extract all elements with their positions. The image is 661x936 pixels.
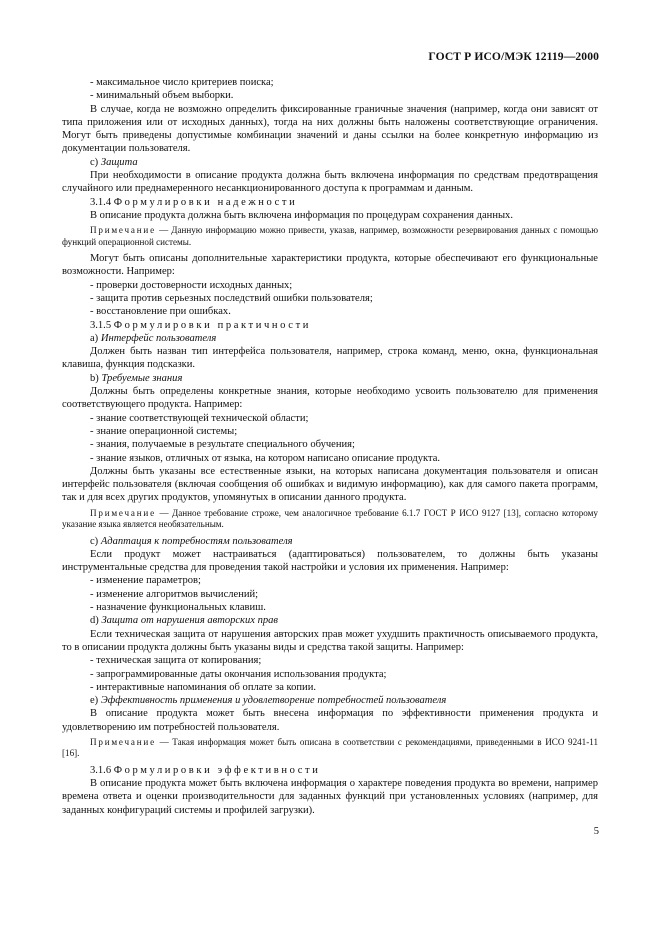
subsection-title: Требуемые знания bbox=[101, 372, 183, 384]
list-item: - максимальное число критериев поиска; bbox=[90, 77, 274, 88]
list-item: - назначение функциональных клавиш. bbox=[90, 602, 266, 614]
section-heading-3-1-4 bbox=[62, 196, 598, 209]
paragraph: Если техническая защита от нарушения авторских прав может ухудшить практичность описываемого продукта, то в описании продукта должны быть указаны виды и средства такой защиты. Например: bbox=[62, 628, 598, 653]
section-number: 3.1.4 bbox=[90, 196, 112, 208]
note bbox=[62, 737, 598, 760]
subsection-letter: c) bbox=[90, 535, 99, 547]
list-item: - защита против серьезных последствий ошибки пользователя; bbox=[90, 292, 373, 304]
list-item: - знание соответствующей технической области; bbox=[90, 412, 309, 424]
list-item: - знания, получаемые в результате специального обучения; bbox=[90, 439, 355, 451]
note-label: Примечание bbox=[90, 736, 156, 747]
subsection-heading-copyright bbox=[62, 614, 598, 627]
paragraph: В описание продукта может быть включена информация о характере поведения продукта во времени, например времена ответа и оценки производительности для заданных функций при установленных условиях (например, для заданных конфигураций системы и профилей загрузки). bbox=[62, 778, 598, 816]
list-item: - минимальный объем выборки. bbox=[90, 90, 234, 102]
subsection-heading-interface bbox=[62, 332, 598, 345]
paragraph: Если продукт может настраиваться (адаптироваться) пользователем, то должны быть указаны инструментальные средства для проведения такой настройки и условия их применения. Например: bbox=[62, 548, 598, 574]
note-text: — Такая информация может быть описана в соответствии с рекомендациями, приведенными в ИСО 9241-11 [16]. bbox=[62, 736, 598, 759]
note-label: Примечание bbox=[90, 507, 156, 518]
list-item: - запрограммированные даты окончания использования продукта; bbox=[90, 668, 387, 680]
subsection-letter: b) bbox=[90, 372, 99, 384]
list-item: - знание языков, отличных от языка, на котором написано описание продукта. bbox=[90, 452, 441, 464]
subsection-title: Интерфейс пользователя bbox=[100, 332, 217, 344]
subsection-heading-protection bbox=[62, 156, 598, 169]
paragraph: В описание продукта должна быть включена информация по процедурам сохранения данных. bbox=[90, 209, 513, 221]
paragraph: Должны быть указаны все естественные языки, на которых написана документация пользователя и описан интерфейс пользователя (включая сообщения об ошибках и видимую информацию), как для самого пакета программ, так и для всех других продуктов, упомянутых в описании данного продукта. bbox=[62, 465, 598, 504]
list-item: - изменение алгоритмов вычислений; bbox=[90, 588, 259, 600]
section-number: 3.1.6 bbox=[90, 764, 112, 776]
subsection-title: Эффективность применения и удовлетворение потребностей пользователя bbox=[100, 695, 447, 707]
subsection-heading-efficiency bbox=[62, 694, 598, 707]
note-label: Примечание bbox=[90, 225, 156, 236]
note-text: — Данную информацию можно привести, указав, например, возможности резервирования данных с помощью функций операционной системы. bbox=[62, 225, 598, 247]
paragraph: В описание продукта может быть внесена информация по эффективности применения продукта и удовлетворению им потребностей пользователя. bbox=[62, 708, 598, 733]
list-item: - знание операционной системы; bbox=[90, 425, 238, 437]
section-title: Формулировки надежности bbox=[113, 196, 298, 208]
list-item: - проверки достоверности исходных данных; bbox=[90, 279, 293, 291]
paragraph: При необходимости в описание продукта должна быть включена информация по средствам предотвращения случайного или преднамеренного несанкционированного доступа к программам и данным. bbox=[62, 170, 598, 195]
paragraph: Должен быть назван тип интерфейса пользователя, например, строка команд, меню, окна, функциональная клавиша, функция подсказки. bbox=[62, 346, 598, 371]
note bbox=[62, 225, 598, 248]
list-item: - изменение параметров; bbox=[90, 575, 201, 587]
subsection-title: Защита от нарушения авторских прав bbox=[101, 615, 278, 627]
subsection-letter: d) bbox=[90, 615, 99, 627]
subsection-letter: a) bbox=[90, 332, 99, 344]
document-header: ГОСТ Р ИСО/МЭК 12119—2000 bbox=[428, 50, 599, 63]
subsection-title: Защита bbox=[100, 156, 138, 168]
subsection-heading-adaptation bbox=[62, 535, 598, 548]
list-item: - интерактивные напоминания об оплате за копии. bbox=[90, 681, 316, 693]
paragraph: Должны быть определены конкретные знания, которые необходимо усвоить пользователю для применения соответствующего продукта. Например: bbox=[62, 386, 598, 411]
subsection-heading-knowledge bbox=[62, 372, 598, 385]
note-text: — Данное требование строже, чем аналогичное требование 6.1.7 ГОСТ Р ИСО 9127 [13], согласно которому указание языка является необязательным. bbox=[62, 507, 598, 530]
section-title: Формулировки практичности bbox=[113, 319, 312, 331]
note bbox=[62, 508, 598, 531]
subsection-letter: c) bbox=[90, 156, 99, 168]
page-number: 5 bbox=[593, 826, 599, 837]
subsection-letter: e) bbox=[90, 695, 99, 707]
section-heading-3-1-5 bbox=[62, 319, 598, 332]
page-body bbox=[62, 76, 598, 817]
section-heading-3-1-6 bbox=[62, 764, 598, 777]
list-item: - техническая защита от копирования; bbox=[90, 655, 262, 667]
section-number: 3.1.5 bbox=[90, 319, 112, 331]
paragraph: В случае, когда не возможно определить фиксированные граничные значения (например, когда они зависят от типа приложения или от исходных данных), тогда на них должны быть наложены соответствующие ограничения. Могут быть приведены допустимые комбинации значений и даны ссылки на более конкретную информацию из документации пользователя. bbox=[62, 103, 598, 155]
subsection-title: Адаптация к потребностям пользователя bbox=[100, 535, 293, 547]
list-item: - восстановление при ошибках. bbox=[90, 306, 231, 318]
section-title: Формулировки эффективности bbox=[113, 764, 321, 776]
paragraph: Могут быть описаны дополнительные характеристики продукта, которые обеспечивают его функциональные возможности. Например: bbox=[62, 253, 598, 278]
